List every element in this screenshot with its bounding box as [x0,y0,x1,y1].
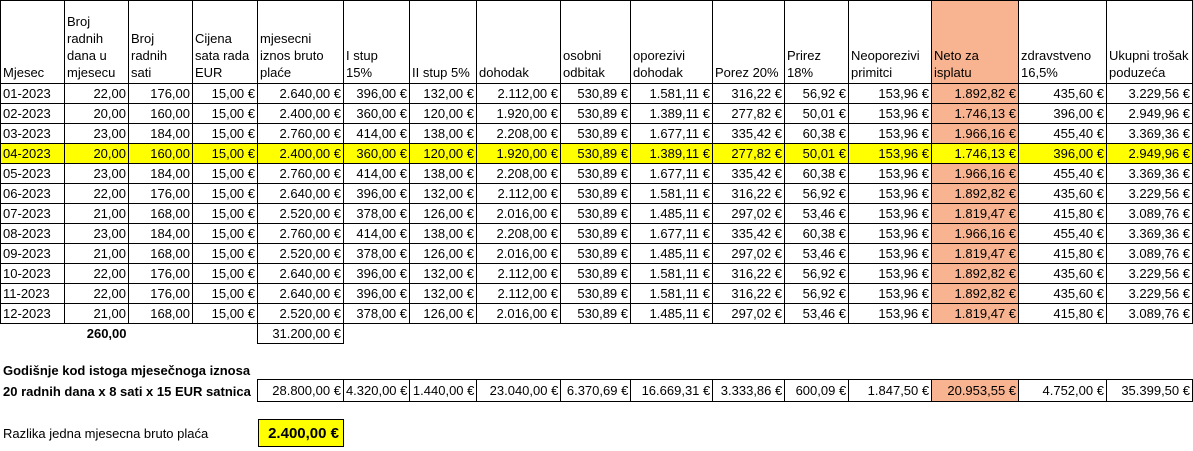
annual-values [258,380,1193,402]
table-cell[interactable]: 153,96 € [849,124,932,144]
table-cell[interactable]: 2.400,00 € [258,104,344,124]
table-cell[interactable]: 2.640,00 € [258,84,344,104]
table-cell[interactable]: 07-2023 [1,204,65,224]
table-cell[interactable]: 1.892,82 € [932,284,1019,304]
table-cell[interactable]: 120,00 € [410,144,477,164]
column-header[interactable]: II stup 5% [410,1,477,84]
table-cell[interactable]: 15,00 € [193,264,258,284]
column-header[interactable]: zdravstveno 16,5% [1019,1,1107,84]
table-cell[interactable]: 184,00 [129,164,193,184]
table-cell[interactable]: 03-2023 [1,124,65,144]
table-cell[interactable]: 153,96 € [849,144,932,164]
table-cell[interactable]: 3.089,76 € [1107,204,1193,224]
table-cell[interactable]: 05-2023 [1,164,65,184]
table-cell[interactable]: 530,89 € [561,284,631,304]
table-cell[interactable]: 415,80 € [1019,304,1107,324]
annual-cell[interactable]: 28.800,00 € [258,380,344,402]
table-cell[interactable]: 360,00 € [344,104,410,124]
table-cell[interactable]: 184,00 [129,124,193,144]
table-cell[interactable]: 56,92 € [785,264,849,284]
column-header[interactable]: osobni odbitak [561,1,631,84]
table-cell[interactable]: 168,00 [129,204,193,224]
empty-cell [1019,324,1107,344]
table-cell[interactable]: 455,40 € [1019,124,1107,144]
table-cell[interactable]: 316,22 € [713,284,785,304]
table-cell[interactable]: 22,00 [65,264,129,284]
table-cell[interactable]: 530,89 € [561,84,631,104]
table-cell[interactable]: 530,89 € [561,204,631,224]
annual-cell[interactable]: 3.333,86 € [713,380,785,402]
table-cell[interactable]: 297,02 € [713,244,785,264]
table-cell[interactable]: 2.520,00 € [258,244,344,264]
table-cell[interactable]: 335,42 € [713,224,785,244]
table-cell[interactable]: 22,00 [65,184,129,204]
table-cell[interactable]: 184,00 [129,224,193,244]
table-cell[interactable]: 1.581,11 € [631,184,713,204]
table-cell[interactable]: 153,96 € [849,224,932,244]
table-cell[interactable]: 138,00 € [410,164,477,184]
table-cell[interactable]: 2.520,00 € [258,304,344,324]
table-cell[interactable]: 316,22 € [713,184,785,204]
empty-cell [410,324,477,344]
table-cell[interactable]: 2.760,00 € [258,164,344,184]
table-cell[interactable]: 1.819,47 € [932,244,1019,264]
difference-value[interactable]: 2.400,00 € [258,419,344,447]
table-cell[interactable]: 1.677,11 € [631,224,713,244]
table-cell[interactable]: 1.677,11 € [631,164,713,184]
annual-cell[interactable]: 35.399,50 € [1106,380,1192,402]
table-cell[interactable]: 15,00 € [193,304,258,324]
table-cell[interactable]: 1.746,13 € [932,144,1019,164]
table-cell[interactable]: 277,82 € [713,104,785,124]
table-cell[interactable]: 3.369,36 € [1107,224,1193,244]
table-cell[interactable]: 120,00 € [410,104,477,124]
table-cell[interactable]: 153,96 € [849,84,932,104]
table-cell[interactable]: 2.760,00 € [258,224,344,244]
column-header[interactable]: Mjesec [1,1,65,84]
empty-cell [129,324,193,344]
empty-cell [1107,324,1193,344]
table-cell[interactable]: 1.389,11 € [631,144,713,164]
table-cell[interactable]: 2.112,00 € [477,184,561,204]
table-cell[interactable]: 138,00 € [410,224,477,244]
table-cell[interactable]: 1.677,11 € [631,124,713,144]
empty-cell [631,324,713,344]
table-cell[interactable]: 15,00 € [193,144,258,164]
header-row [1,1,1193,84]
table-cell[interactable]: 126,00 € [410,204,477,224]
table-cell[interactable]: 12-2023 [1,304,65,324]
table-cell[interactable]: 1.920,00 € [477,144,561,164]
table-cell[interactable]: 153,96 € [849,284,932,304]
table-row [1,164,1193,184]
table-cell[interactable]: 1.819,47 € [932,304,1019,324]
table-cell[interactable]: 3.369,36 € [1107,164,1193,184]
table-cell[interactable]: 530,89 € [561,244,631,264]
table-cell[interactable]: 21,00 [65,204,129,224]
table-cell[interactable]: 335,42 € [713,164,785,184]
table-cell[interactable]: 1.746,13 € [932,104,1019,124]
table-cell[interactable]: 1.892,82 € [932,84,1019,104]
table-cell[interactable]: 20,00 [65,104,129,124]
table-cell[interactable]: 176,00 [129,264,193,284]
table-cell[interactable]: 2.520,00 € [258,204,344,224]
column-header[interactable]: dohodak [477,1,561,84]
table-cell[interactable]: 2.640,00 € [258,264,344,284]
table-cell[interactable]: 530,89 € [561,264,631,284]
table-cell[interactable]: 396,00 € [344,84,410,104]
table-row [1,284,1193,304]
column-header[interactable]: Neto za isplatu [932,1,1019,84]
column-header[interactable]: mjesecni iznos bruto plaće [258,1,344,84]
annual-cell[interactable]: 6.370,69 € [561,380,631,402]
table-cell[interactable]: 15,00 € [193,164,258,184]
table-cell[interactable]: 1.966,16 € [932,124,1019,144]
table-cell[interactable]: 160,00 [129,104,193,124]
empty-cell [785,324,849,344]
table-cell[interactable]: 2.016,00 € [477,304,561,324]
table-cell[interactable]: 160,00 [129,144,193,164]
table-cell[interactable]: 153,96 € [849,164,932,184]
table-cell[interactable]: 316,22 € [713,264,785,284]
table-cell[interactable]: 378,00 € [344,304,410,324]
totals-row [1,324,1193,344]
column-header[interactable]: oporezivi dohodak [631,1,713,84]
table-cell[interactable]: 53,46 € [785,244,849,264]
annual-title: Godišnje kod istoga mjesečnoga iznosa [3,363,251,378]
table-cell[interactable]: 1.389,11 € [631,104,713,124]
table-cell[interactable]: 126,00 € [410,244,477,264]
empty-cell [477,324,561,344]
table-cell[interactable]: 3.229,56 € [1107,284,1193,304]
table-cell[interactable]: 2.949,96 € [1107,144,1193,164]
table-cell[interactable]: 50,01 € [785,144,849,164]
table-cell[interactable]: 21,00 [65,304,129,324]
table-cell[interactable]: 132,00 € [410,284,477,304]
table-cell[interactable]: 168,00 [129,304,193,324]
table-cell[interactable]: 3.369,36 € [1107,124,1193,144]
table-cell[interactable]: 455,40 € [1019,164,1107,184]
annual-cell[interactable]: 20.953,55 € [932,380,1019,402]
table-cell[interactable]: 297,02 € [713,304,785,324]
table-cell[interactable]: 414,00 € [344,164,410,184]
table-cell[interactable]: 415,80 € [1019,204,1107,224]
table-cell[interactable]: 530,89 € [561,104,631,124]
table-row [1,204,1193,224]
empty-cell [193,324,258,344]
table-cell[interactable]: 2.208,00 € [477,164,561,184]
annual-cell[interactable]: 4.320,00 € [343,380,409,402]
table-cell[interactable]: 53,46 € [785,204,849,224]
table-cell[interactable]: 09-2023 [1,244,65,264]
annual-cell[interactable]: 4.752,00 € [1019,380,1107,402]
table-cell[interactable]: 56,92 € [785,184,849,204]
table-cell[interactable]: 415,80 € [1019,244,1107,264]
empty-cell [561,324,631,344]
table-cell[interactable]: 335,42 € [713,124,785,144]
annual-cell[interactable]: 16.669,31 € [631,380,713,402]
table-cell[interactable]: 1.485,11 € [631,304,713,324]
table-cell[interactable]: 435,60 € [1019,284,1107,304]
table-cell[interactable]: 153,96 € [849,104,932,124]
table-cell[interactable]: 15,00 € [193,204,258,224]
table-cell[interactable]: 21,00 [65,244,129,264]
table-cell[interactable]: 176,00 [129,184,193,204]
table-cell[interactable]: 2.400,00 € [258,144,344,164]
empty-cell [932,324,1019,344]
table-cell[interactable]: 3.089,76 € [1107,304,1193,324]
table-cell[interactable]: 3.229,56 € [1107,184,1193,204]
table-cell[interactable]: 23,00 [65,124,129,144]
table-cell[interactable]: 455,40 € [1019,224,1107,244]
table-cell[interactable]: 08-2023 [1,224,65,244]
table-cell[interactable]: 132,00 € [410,84,477,104]
empty-cell [849,324,932,344]
table-cell[interactable]: 20,00 [65,144,129,164]
table-cell[interactable]: 60,38 € [785,164,849,184]
table-cell[interactable]: 2.640,00 € [258,284,344,304]
table-cell[interactable]: 10-2023 [1,264,65,284]
table-cell[interactable]: 15,00 € [193,124,258,144]
table-cell[interactable]: 1.581,11 € [631,264,713,284]
table-cell[interactable]: 15,00 € [193,284,258,304]
table-cell[interactable]: 277,82 € [713,144,785,164]
table-cell[interactable]: 530,89 € [561,124,631,144]
table-cell[interactable]: 60,38 € [785,224,849,244]
table-cell[interactable]: 414,00 € [344,224,410,244]
table-cell[interactable]: 2.949,96 € [1107,104,1193,124]
table-row [1,264,1193,284]
table-cell[interactable]: 435,60 € [1019,184,1107,204]
column-header[interactable]: Prirez 18% [785,1,849,84]
difference-label: Razlika jedna mjesecna bruto plaća [3,426,209,441]
table-cell[interactable]: 435,60 € [1019,264,1107,284]
table-cell[interactable]: 15,00 € [193,104,258,124]
table-cell[interactable]: 396,00 € [344,184,410,204]
table-row [1,124,1193,144]
table-cell[interactable]: 2.112,00 € [477,284,561,304]
table-cell[interactable]: 2.640,00 € [258,184,344,204]
annual-cell[interactable]: 1.440,00 € [410,380,477,402]
column-header[interactable]: Porez 20% [713,1,785,84]
table-cell[interactable]: 1.485,11 € [631,244,713,264]
table-cell[interactable]: 22,00 [65,84,129,104]
table-cell[interactable]: 2.760,00 € [258,124,344,144]
table-cell[interactable]: 1.581,11 € [631,84,713,104]
table-cell[interactable]: 22,00 [65,284,129,304]
annual-cell[interactable]: 23.040,00 € [477,380,561,402]
table-cell[interactable]: 435,60 € [1019,84,1107,104]
table-cell[interactable]: 378,00 € [344,244,410,264]
table-cell[interactable]: 2.208,00 € [477,224,561,244]
column-header[interactable]: Broj radnih dana u mjesecu [65,1,129,84]
table-cell[interactable]: 316,22 € [713,84,785,104]
column-header[interactable]: I stup 15% [344,1,410,84]
table-cell[interactable]: 2.112,00 € [477,264,561,284]
table-cell[interactable]: 378,00 € [344,204,410,224]
table-cell[interactable]: 153,96 € [849,264,932,284]
table-cell[interactable]: 50,01 € [785,104,849,124]
table-cell[interactable]: 01-2023 [1,84,65,104]
table-cell[interactable]: 15,00 € [193,84,258,104]
table-row [1,304,1193,324]
table-cell[interactable]: 11-2023 [1,284,65,304]
column-header[interactable]: Broj radnih sati [129,1,193,84]
table-cell[interactable]: 176,00 [129,284,193,304]
empty-cell [713,324,785,344]
table-cell[interactable]: 1.892,82 € [932,264,1019,284]
table-cell[interactable]: 530,89 € [561,224,631,244]
table-cell[interactable]: 138,00 € [410,124,477,144]
table-cell[interactable]: 297,02 € [713,204,785,224]
table-cell[interactable]: 1.581,11 € [631,284,713,304]
table-cell[interactable]: 530,89 € [561,164,631,184]
table-cell[interactable]: 153,96 € [849,184,932,204]
table-cell[interactable]: 176,00 [129,84,193,104]
table-cell[interactable]: 414,00 € [344,124,410,144]
table-cell[interactable]: 132,00 € [410,264,477,284]
table-cell[interactable]: 15,00 € [193,184,258,204]
table-cell[interactable]: 15,00 € [193,224,258,244]
table-row [1,84,1193,104]
table-cell[interactable]: 23,00 [65,224,129,244]
table-row [1,184,1193,204]
table-row [1,144,1193,164]
table-cell[interactable]: 56,92 € [785,284,849,304]
table-cell[interactable]: 2.208,00 € [477,124,561,144]
table-cell[interactable]: 3.229,56 € [1107,84,1193,104]
column-header[interactable]: Cijena sata rada EUR [193,1,258,84]
annual-row [257,379,1193,402]
table-cell[interactable]: 153,96 € [849,304,932,324]
column-header[interactable]: Ukupni trošak poduzeća [1107,1,1193,84]
table-row [1,244,1193,264]
table-cell[interactable]: 04-2023 [1,144,65,164]
table-cell[interactable]: 1.892,82 € [932,184,1019,204]
table-cell[interactable]: 2.016,00 € [477,244,561,264]
empty-cell [344,324,410,344]
table-cell[interactable]: 1.920,00 € [477,104,561,124]
table-cell[interactable]: 1.966,16 € [932,224,1019,244]
table-cell[interactable]: 530,89 € [561,184,631,204]
table-cell[interactable]: 02-2023 [1,104,65,124]
table-cell[interactable]: 56,92 € [785,84,849,104]
table-cell[interactable]: 2.016,00 € [477,204,561,224]
column-header[interactable]: Neoporezivi primitci [849,1,932,84]
table-cell[interactable]: 530,89 € [561,144,631,164]
table-cell[interactable]: 168,00 [129,244,193,264]
table-cell[interactable]: 360,00 € [344,144,410,164]
total-hours: 260,00 [86,326,127,342]
table-cell[interactable]: 53,46 € [785,304,849,324]
table-cell[interactable]: 15,00 € [193,244,258,264]
table-cell[interactable]: 3.229,56 € [1107,264,1193,284]
table-cell[interactable]: 396,00 € [344,284,410,304]
annual-cell[interactable]: 600,09 € [785,380,849,402]
table-row [1,224,1193,244]
table-cell[interactable]: 23,00 [65,164,129,184]
table-cell[interactable]: 126,00 € [410,304,477,324]
table-cell[interactable]: 06-2023 [1,184,65,204]
table-cell[interactable]: 396,00 € [1019,144,1107,164]
table-cell[interactable]: 132,00 € [410,184,477,204]
table-cell[interactable]: 530,89 € [561,304,631,324]
annual-cell[interactable]: 1.847,50 € [849,380,932,402]
total-gross[interactable]: 31.200,00 € [258,324,344,344]
table-cell[interactable]: 396,00 € [1019,104,1107,124]
table-cell[interactable]: 2.112,00 € [477,84,561,104]
table-cell[interactable]: 3.089,76 € [1107,244,1193,264]
table-cell[interactable]: 153,96 € [849,204,932,224]
table-cell[interactable]: 1.819,47 € [932,204,1019,224]
annual-subtitle: 20 radnih dana x 8 sati x 15 EUR satnica [3,384,251,399]
table-cell[interactable]: 60,38 € [785,124,849,144]
table-cell[interactable]: 1.966,16 € [932,164,1019,184]
table-cell[interactable]: 153,96 € [849,244,932,264]
table-cell[interactable]: 396,00 € [344,264,410,284]
empty-cell [1,324,65,344]
table-row [1,104,1193,124]
table-cell[interactable]: 1.485,11 € [631,204,713,224]
